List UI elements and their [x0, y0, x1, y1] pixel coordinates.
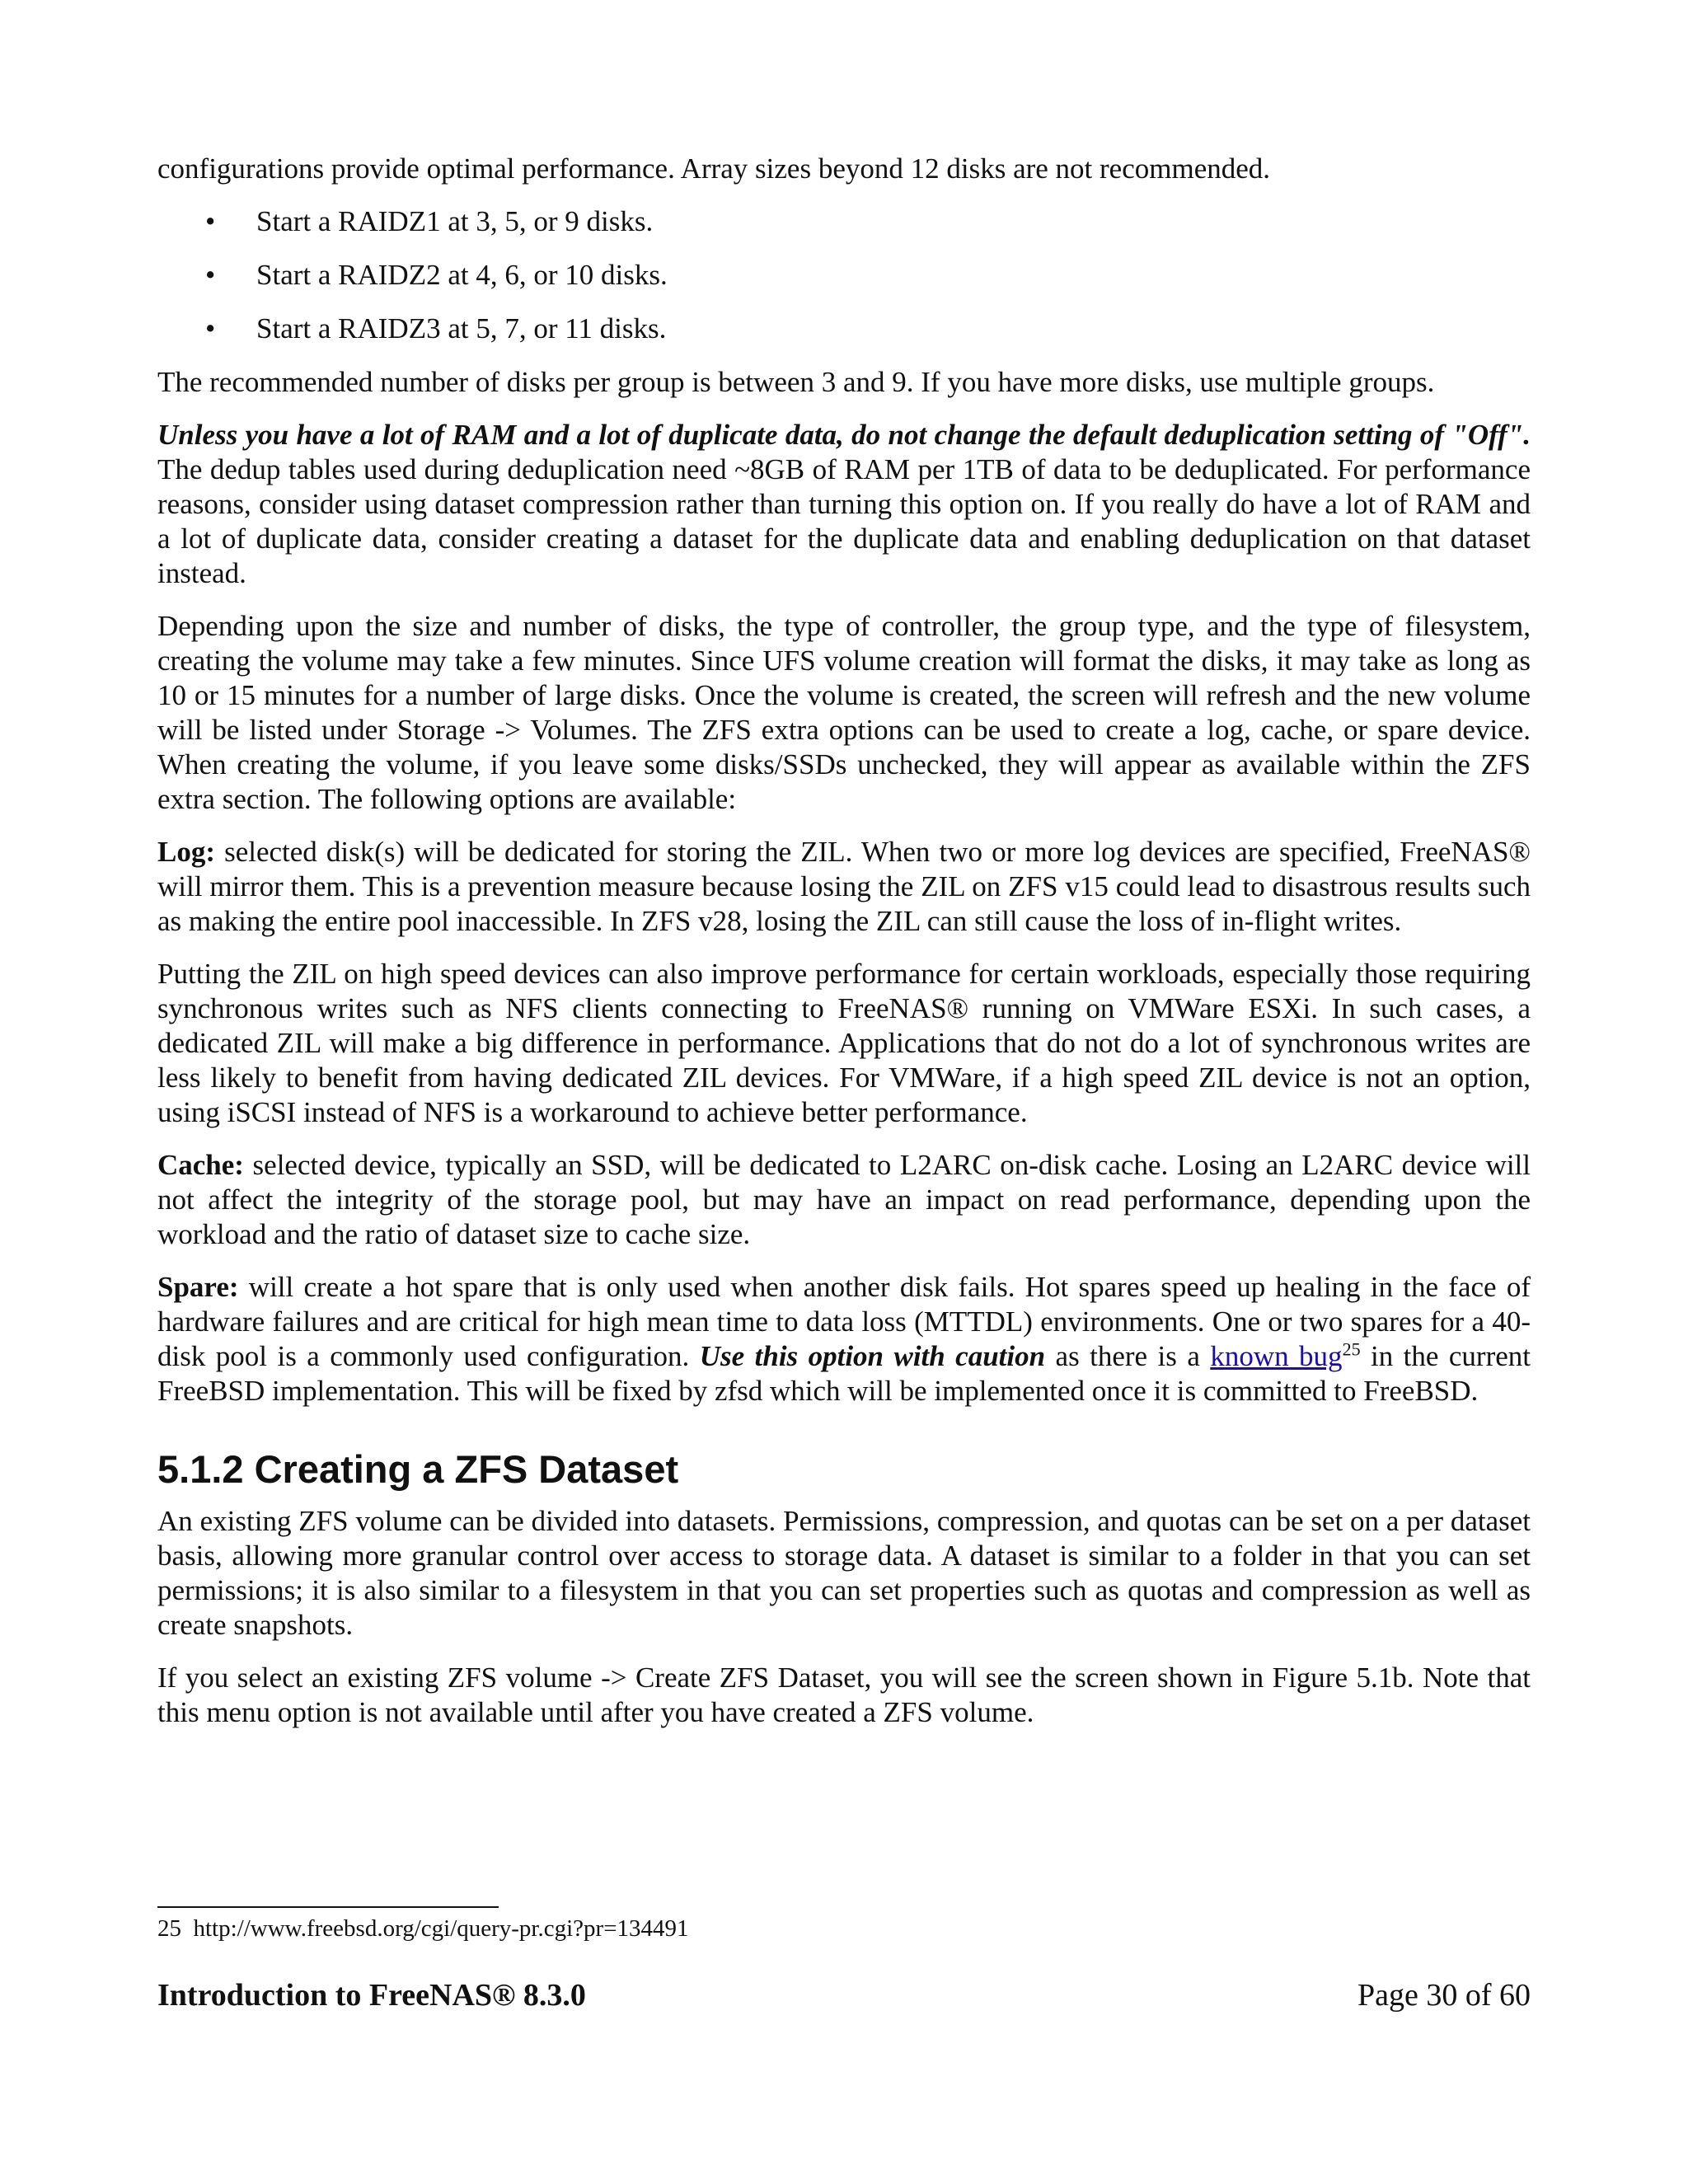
- log-option-paragraph: [157, 835, 1531, 939]
- bullet-icon: •: [205, 312, 216, 344]
- footer-page-number: Page 30 of 60: [1357, 1978, 1531, 2013]
- footnote: [157, 1914, 689, 1943]
- cache-option-label: Cache:: [157, 1149, 244, 1181]
- footer-document-title: Introduction to FreeNAS® 8.3.0: [157, 1978, 586, 2013]
- footnote-url: http://www.freebsd.org/cgi/query-pr.cgi?pr=134491: [193, 1915, 689, 1942]
- list-item: [157, 258, 1531, 293]
- bullet-icon: •: [205, 205, 216, 237]
- body-paragraph: An existing ZFS volume can be divided into datasets. Permissions, compression, and quotas can be set on a per dataset basis, allowing more granular control over access to storage data. A dataset is similar to a folder in that you can set permissions; it is also similar to a filesystem in that you can set properties such as quotas and compression as well as create snapshots.: [157, 1505, 1531, 1641]
- cache-option-text: selected device, typically an SSD, will be dedicated to L2ARC on-disk cache. Losing an L2ARC device will not affect the integrity of the storage pool, but may have an impact on read performance, depending upon the workload and the ratio of dataset size to cache size.: [157, 1149, 1531, 1250]
- section-heading: 5.1.2 Creating a ZFS Dataset: [157, 1447, 679, 1491]
- log-option-text: selected disk(s) will be dedicated for storing the ZIL. When two or more log devices are specified, FreeNAS® will mirror them. This is a prevention measure because losing the ZIL on ZFS v15 could lead to disastrous results such as making the entire pool inaccessible. In ZFS v28, losing the ZIL can still cause the loss of in-flight writes.: [157, 836, 1531, 937]
- list-item-text: Start a RAIDZ1 at 3, 5, or 9 disks.: [256, 205, 654, 237]
- spare-option-text-3: in the current FreeBSD implementation. This will be fixed by zfsd which will be implemented once it is committed to FreeBSD.: [157, 1340, 1531, 1407]
- footnote-number: 25: [157, 1915, 181, 1942]
- body-paragraph: Depending upon the size and number of disks, the type of controller, the group type, and the type of filesystem, creating the volume may take a few minutes. Since UFS volume creation will format the disks, it may take as long as 10 or 15 minutes for a number of large disks. Once the volume is created, the screen will refresh and the new volume will be listed under Storage -> Volumes. The ZFS extra options can be used to create a log, cache, or spare device. When creating the volume, if you leave some disks/SSDs unchecked, they will appear as available within the ZFS extra section. The following options are available:: [157, 610, 1531, 815]
- bullet-icon: •: [205, 259, 216, 291]
- spare-option-label: Spare:: [157, 1271, 239, 1303]
- spare-option-text-2: as there is a: [1045, 1340, 1211, 1372]
- dedup-warning-text: The dedup tables used during deduplication need ~8GB of RAM per 1TB of data to be deduplicated. For performance reasons, consider using dataset compression rather than turning this option on. If you really do have a lot of RAM and a lot of duplicate data, consider creating a dataset for the duplicate data and enabling deduplication on that dataset instead.: [157, 453, 1531, 589]
- spare-option-text: will create a hot spare that is only used when another disk fails. Hot spares speed up healing in the face of hardware failures and are critical for high mean time to data loss (MTTDL) environments. One or two spares for a 40-disk pool is a commonly used configuration.: [157, 1271, 1531, 1372]
- dedup-warning-emphasis: Unless you have a lot of RAM and a lot of duplicate data, do not change the default deduplication setting of "Off".: [157, 419, 1531, 451]
- list-item: [157, 204, 1531, 239]
- list-item-text: Start a RAIDZ2 at 4, 6, or 10 disks.: [256, 259, 668, 291]
- body-paragraph: If you select an existing ZFS volume -> Create ZFS Dataset, you will see the screen shown in Figure 5.1b. Note that this menu option is not available until after you have created a ZFS volume.: [157, 1661, 1531, 1728]
- dedup-warning-paragraph: [157, 418, 1531, 591]
- body-paragraph: configurations provide optimal performance. Array sizes beyond 12 disks are not recommended.: [157, 152, 1271, 185]
- list-item: [157, 312, 1531, 346]
- log-option-label: Log:: [157, 836, 215, 868]
- caution-emphasis: Use this option with caution: [699, 1340, 1046, 1372]
- page-footer: [157, 1976, 1531, 2014]
- footnote-separator: [157, 1906, 499, 1908]
- footnote-reference[interactable]: 25: [1342, 1338, 1361, 1360]
- spare-option-paragraph: [157, 1270, 1531, 1408]
- list-item-text: Start a RAIDZ3 at 5, 7, or 11 disks.: [256, 312, 667, 344]
- body-paragraph: The recommended number of disks per group is between 3 and 9. If you have more disks, use multiple groups.: [157, 366, 1435, 398]
- raidz-bullet-list: [157, 204, 1531, 346]
- known-bug-link[interactable]: known bug: [1210, 1340, 1343, 1372]
- cache-option-paragraph: [157, 1148, 1531, 1252]
- body-paragraph: Putting the ZIL on high speed devices can also improve performance for certain workloads, especially those requiring synchronous writes such as NFS clients connecting to FreeNAS® running on VMWare ESXi. In such cases, a dedicated ZIL will make a big difference in performance. Applications that do not do a lot of synchronous writes are less likely to benefit from having dedicated ZIL devices. For VMWare, if a high speed ZIL device is not an option, using iSCSI instead of NFS is a workaround to achieve better performance.: [157, 958, 1531, 1128]
